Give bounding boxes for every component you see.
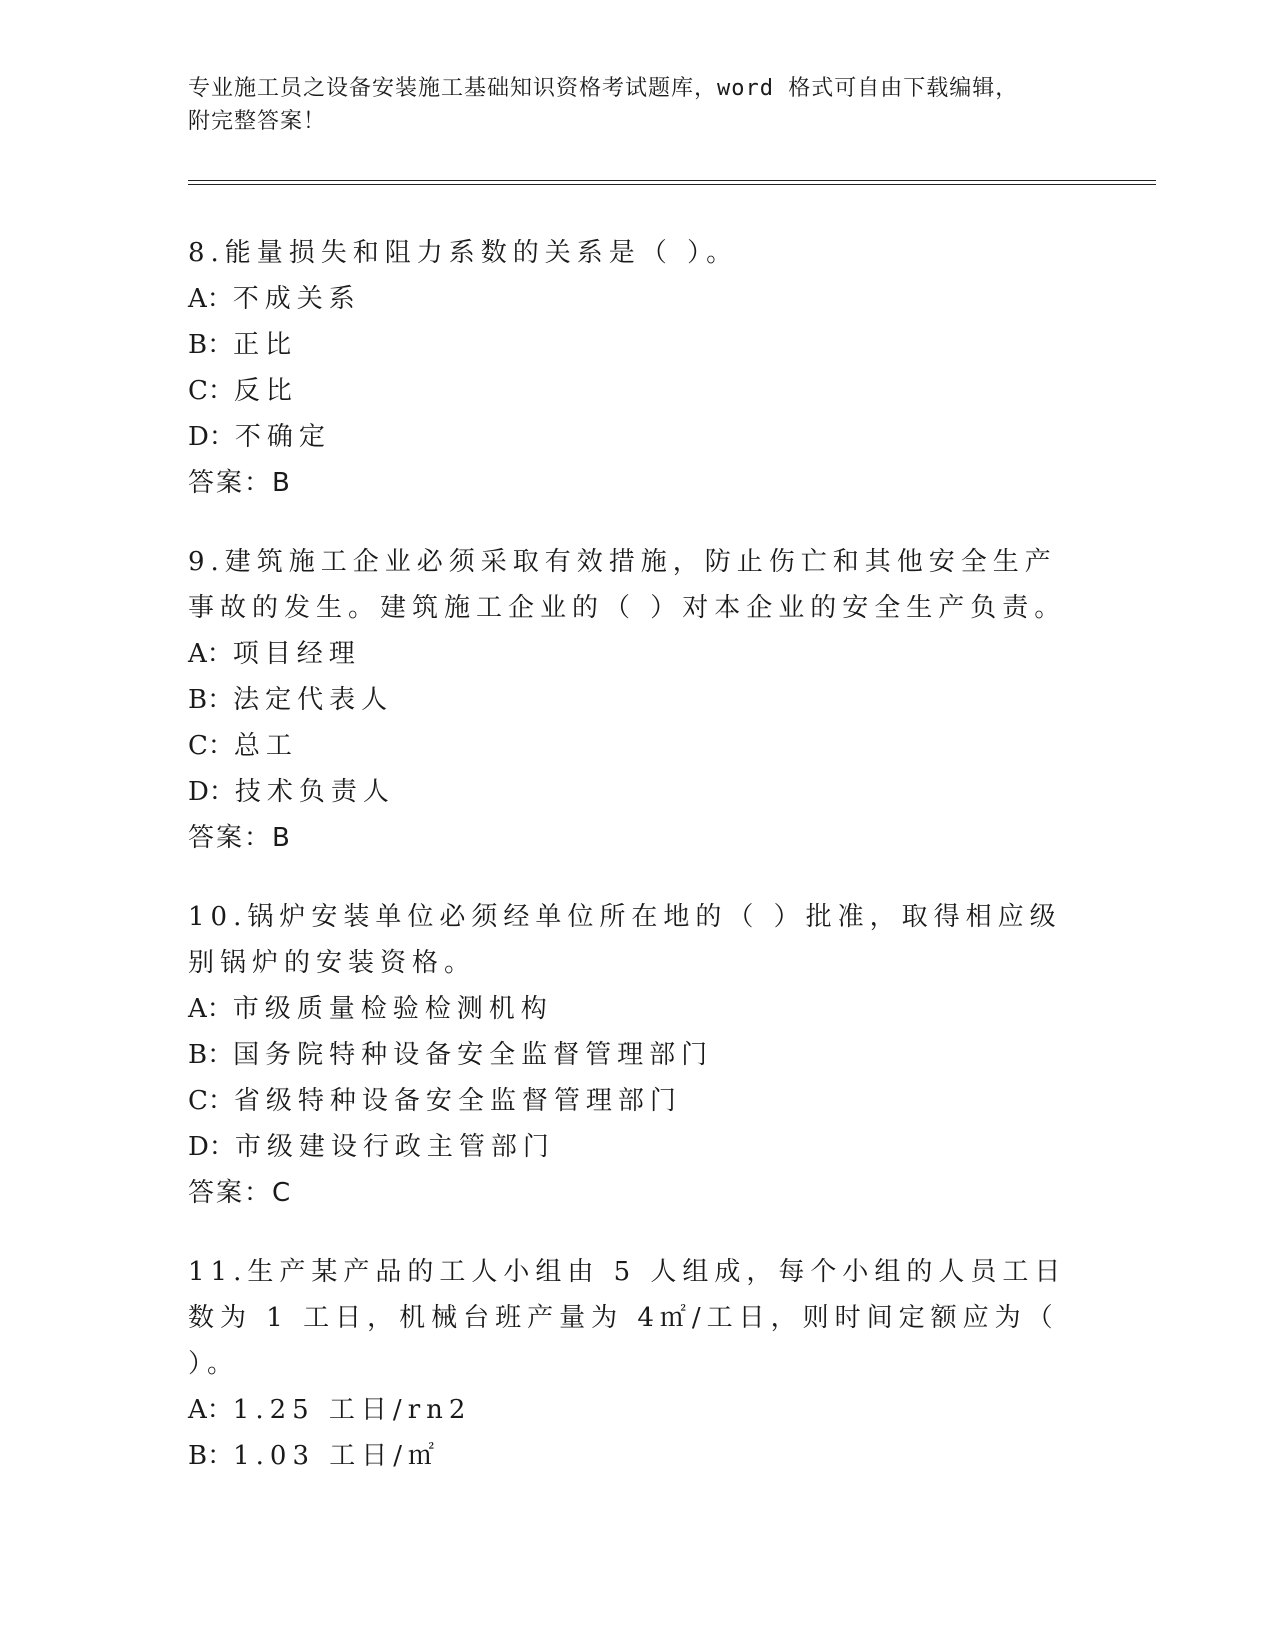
option-text: 不确定	[234, 422, 331, 452]
option-text: 项目经理	[232, 639, 361, 669]
option-c	[188, 368, 1088, 414]
option-text: 不成关系	[232, 284, 361, 314]
option-a	[188, 1387, 1088, 1433]
option-d	[188, 414, 1088, 460]
option-text: 正比	[233, 330, 298, 360]
document-header	[188, 72, 1088, 138]
option-letter: A：	[188, 639, 233, 669]
option-letter: B：	[188, 1441, 234, 1471]
header-divider	[188, 180, 1156, 185]
option-b	[188, 1433, 1088, 1479]
question-stem: 8.能量损失和阻力系数的关系是（ ）。	[188, 238, 739, 268]
option-b	[188, 322, 1088, 368]
option-text: 1.25 工日/rn2	[232, 1395, 472, 1425]
option-letter: A：	[188, 994, 233, 1024]
option-text: 1.03 工日/㎡	[233, 1441, 441, 1471]
option-text: 反比	[233, 376, 298, 406]
option-c	[188, 723, 1088, 769]
option-letter: A：	[188, 1395, 233, 1425]
option-letter: D：	[188, 422, 235, 452]
question-list	[188, 230, 1088, 1512]
question-10	[188, 894, 1088, 1216]
option-c	[188, 1078, 1088, 1124]
option-text: 技术负责人	[234, 777, 395, 807]
option-text: 法定代表人	[233, 685, 394, 715]
option-letter: B：	[188, 685, 234, 715]
option-a	[188, 986, 1088, 1032]
header-line-1: 专业施工员之设备安装施工基础知识资格考试题库，word 格式可自由下载编辑，	[188, 76, 1019, 101]
option-text: 市级建设行政主管部门	[234, 1132, 555, 1162]
option-b	[188, 677, 1088, 723]
option-letter: C：	[188, 731, 234, 761]
option-text: 市级质量检验检测机构	[232, 994, 553, 1024]
option-letter: C：	[188, 376, 234, 406]
option-d	[188, 769, 1088, 815]
question-stem: 9.建筑施工企业必须采取有效措施，防止伤亡和其他安全生产事故的发生。建筑施工企业的（ ）对本企业的安全生产负责。	[188, 547, 1067, 623]
option-text: 总工	[233, 731, 298, 761]
option-b	[188, 1032, 1088, 1078]
question-11	[188, 1249, 1088, 1479]
question-8	[188, 230, 1088, 506]
answer: 答案：B	[188, 823, 292, 853]
question-stem: 11.生产某产品的工人小组由 5 人组成，每个小组的人员工日数为 1 工日，机械台班产量为 4㎡/工日，则时间定额应为（ ）。	[188, 1257, 1067, 1379]
option-a	[188, 631, 1088, 677]
option-text: 省级特种设备安全监督管理部门	[233, 1086, 682, 1116]
option-letter: B：	[188, 330, 234, 360]
option-letter: C：	[188, 1086, 234, 1116]
option-letter: B：	[188, 1040, 234, 1070]
question-stem: 10.锅炉安装单位必须经单位所在地的（ ）批准，取得相应级别锅炉的安装资格。	[188, 902, 1062, 978]
option-letter: D：	[188, 1132, 235, 1162]
answer: 答案：C	[188, 1178, 293, 1208]
option-text: 国务院特种设备安全监督管理部门	[233, 1040, 714, 1070]
header-line-2: 附完整答案！	[188, 109, 327, 134]
option-letter: A：	[188, 284, 233, 314]
question-9	[188, 539, 1088, 861]
answer: 答案：B	[188, 468, 292, 498]
option-letter: D：	[188, 777, 235, 807]
option-d	[188, 1124, 1088, 1170]
option-a	[188, 276, 1088, 322]
